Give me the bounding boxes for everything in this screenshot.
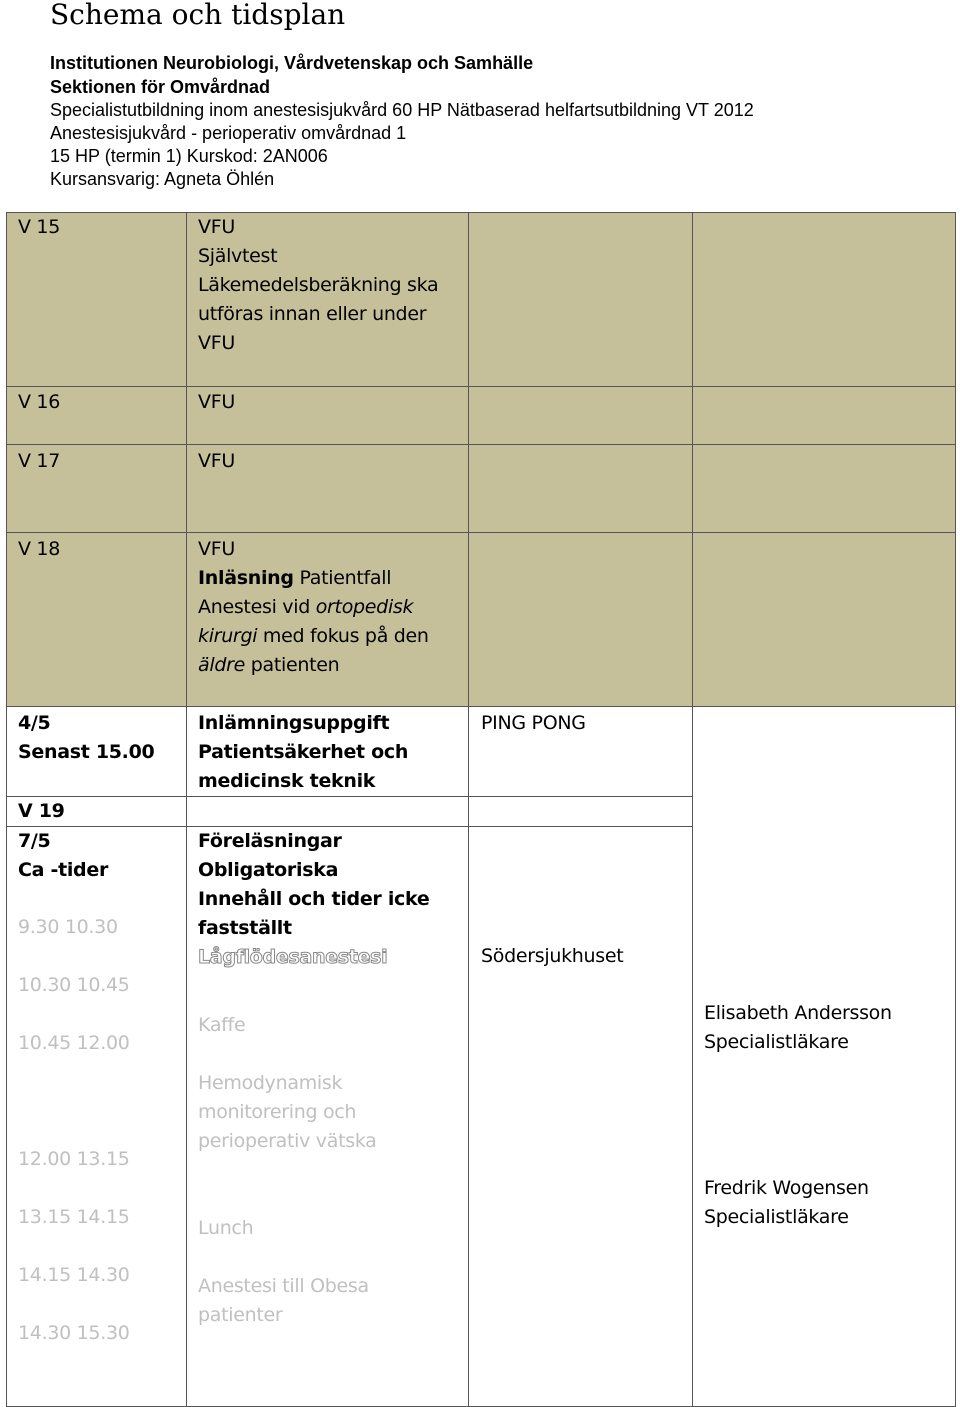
time-slot-5: 13.15 14.15 xyxy=(18,1206,130,1228)
v15-line-1: VFU xyxy=(198,216,235,238)
deadline-time: Senast 15.00 xyxy=(18,741,155,763)
deadline-line-1: Inlämningsuppgift xyxy=(198,712,390,734)
v18-l3a: Anestesi vid xyxy=(198,596,316,618)
lecture-line-3: Innehåll och tider icke xyxy=(198,888,430,910)
v18-week-label: V 18 xyxy=(18,538,61,560)
lecturer-2-name: Fredrik Wogensen xyxy=(704,1177,869,1199)
v16-activity-label: VFU xyxy=(198,391,235,413)
v18-location-cell xyxy=(468,532,694,708)
deadline-activity-text xyxy=(198,709,408,796)
v15-line-3: Läkemedelsberäkning ska xyxy=(198,274,439,296)
lecturer-1-name: Elisabeth Andersson xyxy=(704,1002,892,1024)
topic-obese-line-1: Anestesi till Obesa xyxy=(198,1275,369,1297)
v16-week-label: V 16 xyxy=(18,391,61,413)
v15-week-cell xyxy=(6,212,188,388)
deadline-date-text xyxy=(18,709,154,767)
v18-line-2 xyxy=(198,564,429,593)
time-slot-4: 12.00 13.15 xyxy=(18,1148,130,1170)
v18-line-1: VFU xyxy=(198,538,235,560)
topic-lunch: Lunch xyxy=(198,1217,254,1239)
deadline-line-2: Patientsäkerhet och xyxy=(198,741,409,763)
topic-hemo xyxy=(198,1069,377,1156)
page-title: Schema och tidsplan xyxy=(50,0,346,31)
time-slot-3: 10.45 12.00 xyxy=(18,1032,130,1054)
v18-line-5 xyxy=(198,651,429,680)
v15-location-cell xyxy=(468,212,694,388)
deadline-date: 4/5 xyxy=(18,712,51,734)
v18-l4b: med fokus på den xyxy=(257,625,429,647)
topic-hemo-line-3: perioperativ vätska xyxy=(198,1130,377,1152)
v17-location-cell xyxy=(468,444,694,534)
lecture-line-1: Föreläsningar xyxy=(198,830,342,852)
v18-l5a: äldre xyxy=(198,654,245,676)
topic-coffee: Kaffe xyxy=(198,1014,246,1036)
lecturer-1-role: Specialistläkare xyxy=(704,1031,849,1053)
v17-activity-label: VFU xyxy=(198,450,235,472)
v19-location: Södersjukhuset xyxy=(481,945,624,967)
v18-l5b: patienten xyxy=(244,654,340,676)
v16-lecturer-cell xyxy=(692,386,956,446)
v15-week-label: V 15 xyxy=(18,216,61,238)
time-slot-2: 10.30 10.45 xyxy=(18,974,130,996)
time-slot-1: 9.30 10.30 xyxy=(18,916,118,938)
v15-lecturer-cell xyxy=(692,212,956,388)
v15-line-4: utföras innan eller under xyxy=(198,303,427,325)
v19-activity-head-cell xyxy=(186,796,470,828)
lecture-line-2: Obligatoriska xyxy=(198,859,339,881)
v17-week-label: V 17 xyxy=(18,450,61,472)
v19-ca-label: Ca -tider xyxy=(18,859,109,881)
v15-line-5: VFU xyxy=(198,332,235,354)
v19-date-block xyxy=(18,827,108,885)
lecturer-2-role: Specialistläkare xyxy=(704,1206,849,1228)
v16-location-cell xyxy=(468,386,694,446)
deadline-line-3: medicinsk teknik xyxy=(198,770,376,792)
topic-lowflow: Lågflödesanestesi xyxy=(198,946,388,968)
v17-lecturer-cell xyxy=(692,444,956,534)
v18-l3b: ortopedisk xyxy=(315,596,414,618)
v15-line-2: Självtest xyxy=(198,245,278,267)
course-line: Anestesisjukvård - perioperativ omvårdnad 1 xyxy=(50,123,407,143)
v18-lecturer-cell xyxy=(692,532,956,708)
v18-activity-text xyxy=(198,535,429,680)
topic-hemo-line-1: Hemodynamisk xyxy=(198,1072,343,1094)
credits-line: 15 HP (termin 1) Kurskod: 2AN006 xyxy=(50,146,328,166)
v15-activity-text xyxy=(198,213,438,358)
v18-l4a: kirurgi xyxy=(198,625,258,647)
v18-line-3 xyxy=(198,593,429,622)
section-line: Sektionen för Omvårdnad xyxy=(50,77,271,97)
v19-location-head-cell xyxy=(468,796,694,828)
v19-date: 7/5 xyxy=(18,830,51,852)
institution-line: Institutionen Neurobiologi, Vårdvetenskap och Samhälle xyxy=(50,53,534,73)
program-line: Specialistutbildning inom anestesisjukvård 60 HP Nätbaserad helfartsutbildning VT 2012 xyxy=(50,100,754,120)
topic-hemo-line-2: monitorering och xyxy=(198,1101,357,1123)
v19-times-cell xyxy=(6,826,188,1407)
v18-reading-label: Inläsning xyxy=(198,567,294,589)
topic-obese xyxy=(198,1272,369,1330)
v18-patientcase-label: Patientfall xyxy=(299,567,392,589)
lecturer-1 xyxy=(704,999,892,1057)
v19-location-cell xyxy=(468,826,694,1407)
responsible-line: Kursansvarig: Agneta Öhlén xyxy=(50,169,275,189)
lecture-line-4: fastställt xyxy=(198,917,292,939)
time-slot-7: 14.30 15.30 xyxy=(18,1322,130,1344)
v18-line-4 xyxy=(198,622,429,651)
v19-lecture-text xyxy=(198,827,429,943)
deadline-method: PING PONG xyxy=(481,712,586,734)
topic-obese-line-2: patienter xyxy=(198,1304,283,1326)
v19-week-label: V 19 xyxy=(18,800,65,822)
time-slot-6: 14.15 14.30 xyxy=(18,1264,130,1286)
lecturer-2 xyxy=(704,1174,869,1232)
